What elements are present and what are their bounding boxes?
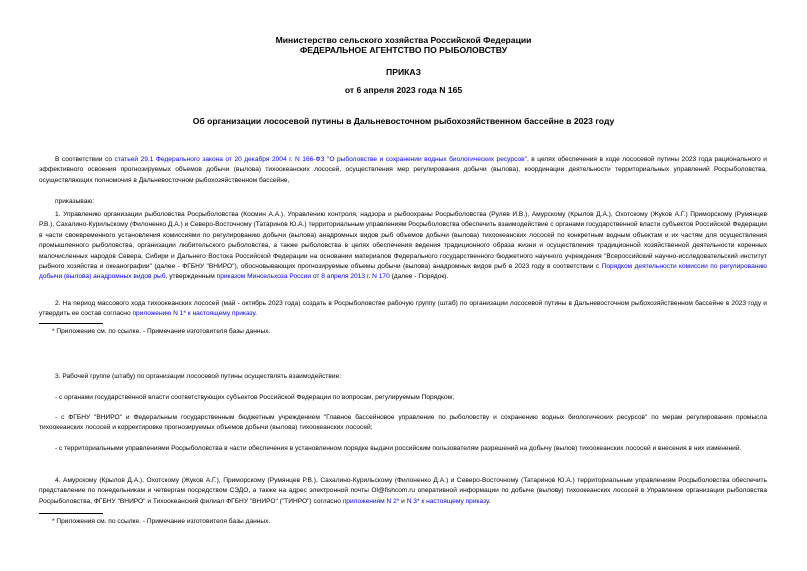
preamble-paragraph	[39, 155, 767, 186]
footnote-divider-2	[39, 513, 103, 514]
law-article-link[interactable]: статьей 29.1 Федерального закона от 20 декабря 2004 г. N 166-ФЗ "О рыболовстве и сохранении водных биологических ресурсов"	[114, 156, 527, 163]
document-title: Об организации лососевой путины в Дальневосточном рыбохозяйственном бассейне в 2023 году	[192, 116, 615, 126]
item-2-text-end: .	[255, 310, 257, 318]
order-word: приказываю:	[55, 198, 95, 205]
appendix-1-link[interactable]: приложению N 1* к настоящему приказу	[132, 310, 256, 318]
item-3-subitem-3: - с территориальными управлениями Росрыболовства в части обеспечения в установленном порядке выдачи российским пользователям разрешений на добычу (вылов) тихоокеанских лососей и внесения в них изменений.	[55, 445, 742, 452]
procedure-link[interactable]: Порядком деятельности комиссии по регулированию добычи (вылова) анадромных видов рыб	[39, 263, 768, 281]
preamble-text-cont: , в целях обеспечения в ходе лососевой путины 2023 года рационального и эффективного освоения прогнозируемых объемов добычи (вылова) тихоокеанских лососей, осуществления мер регулирования добычи (вылова), координации деятельности территориальных управлений Росрыболовства, осуществляющих полномочия в Дальневосточном рыбохозяйственном бассейне,	[39, 156, 767, 184]
ministry-name: Министерство сельского хозяйства Российской Федерации	[275, 35, 532, 45]
preamble-text: В соответствии со	[55, 156, 115, 163]
item-4-text-end: .	[488, 497, 491, 505]
appendix-3-link[interactable]: N 3* к настоящему приказу	[406, 497, 489, 505]
item-4-text-cont: и	[399, 497, 407, 505]
item-2-paragraph	[39, 299, 767, 320]
item-3-paragraph: 3. Рабочей группе (штабу) по организации лососевой путины осуществлять взаимодействие:	[55, 373, 342, 380]
footnote-1: * Приложение см. по ссылке. - Примечание изготовителя базы данных.	[52, 328, 271, 335]
item-4-text: 4. Амурскому (Крылов Д.А.), Охотскому (Жуков А.Г.), Приморскому (Румянцев Р.В.), Сахалино-Курильскому (Филоненко Д.А.) и Северо-Восточному (Татаринов Ю.А.) территориальным управлениям Росрыболовства обеспечить представление по понедельникам и четвергам посредством СЭДО, а также на адрес электронной почты Ol@fishcom.ru оперативной информации по добыче (вылову) тихоокеанских лососей в Управление организации рыболовства Росрыболовства, ФГБНУ "ВНИРО" и Тихоокеанский филиал ФГБНУ "ВНИРО" ("ТИНРО") согласно	[39, 477, 767, 505]
agency-name: ФЕДЕРАЛЬНОЕ АГЕНТСТВО ПО РЫБОЛОВСТВУ	[299, 45, 508, 56]
ministry-order-link[interactable]: приказом Минсельхоза России от 8 апреля 2013 г. N 170	[216, 273, 390, 281]
footnote-2: * Приложения см. по ссылке. - Примечание изготовителя базы данных.	[52, 518, 271, 525]
item-3-subitem-2: - с ФГБНУ "ВНИРО" и Федеральным государственным бюджетным учреждением "Главное бассейновое управление по рыболовству и сохранению водных биологических ресурсов" по мерам регулирования промысла тихоокеанских лососей и корректировке прогнозируемых объемов добычи (вылова) тихоокеанских лососей;	[39, 414, 767, 432]
item-2-text: 2. На период массового хода тихоокеанских лососей (май - октябрь 2023 года) создать в Росрыболовстве рабочую группу (штаб) по организации лососевой путины в Дальневосточном рыбохозяйственном бассейне в 2023 году и утвердить ее состав согласно	[39, 300, 767, 318]
appendix-2-link[interactable]: приложениям N 2*	[342, 497, 400, 505]
document-header	[0, 35, 807, 56]
item-1-text: 1. Управлению организации рыболовства Росрыболовства (Космин А.А.), Управлению контроля, надзора и рыбоохраны Росрыболовства (Рулев И.В.), Амурскому (Крылов Д.А.), Охотскому (Жуков А.Г.) Приморскому (Румянцев Р.В.), Сахалино-Курильскому (Филоненко Д.А.) и Северо-Восточному (Татаринов Ю.А.) территориальным управлениям Росрыболовства обеспечить взаимодействие с органами государственной власти субъектов Российской Федерации в части своевременного установления комиссиями по регулированию добычи (вылова) анадромных видов рыб объемов добычи (вылова) тихоокеанских лососей по конкретным водным объектам и их частям для осуществления промышленного рыболовства, организации любительского рыболовства, а также рыболовства в целях обеспечения ведения традиционного образа жизни и осуществления традиционной хозяйственной деятельности коренных малочисленных народов Севера, Сибири и Дальнего Востока Российской Федерации на основании материалов Федерального государственного бюджетного научного учреждения "Всероссийский научно-исследовательский институт рыбного хозяйства и океанографии" (далее - ФГБНУ "ВНИРО"), обосновывающих прогнозируемые объемы добычи (вылова) анадромных видов рыб в 2023 году в соответствии с	[39, 211, 767, 271]
document-type: ПРИКАЗ	[386, 67, 421, 77]
item-1-text-end: (далее - Порядок).	[389, 273, 449, 281]
item-3-subitem-1: - с органами государственной власти соответствующих субъектов Российской Федерации по вопросам, регулируемым Порядком;	[55, 394, 455, 401]
item-1-paragraph	[39, 210, 767, 283]
document-date-number: от 6 апреля 2023 года N 165	[344, 85, 463, 95]
item-1-text-cont: , утвержденным	[165, 273, 217, 281]
item-4-paragraph	[39, 476, 767, 507]
footnote-divider	[39, 323, 103, 324]
